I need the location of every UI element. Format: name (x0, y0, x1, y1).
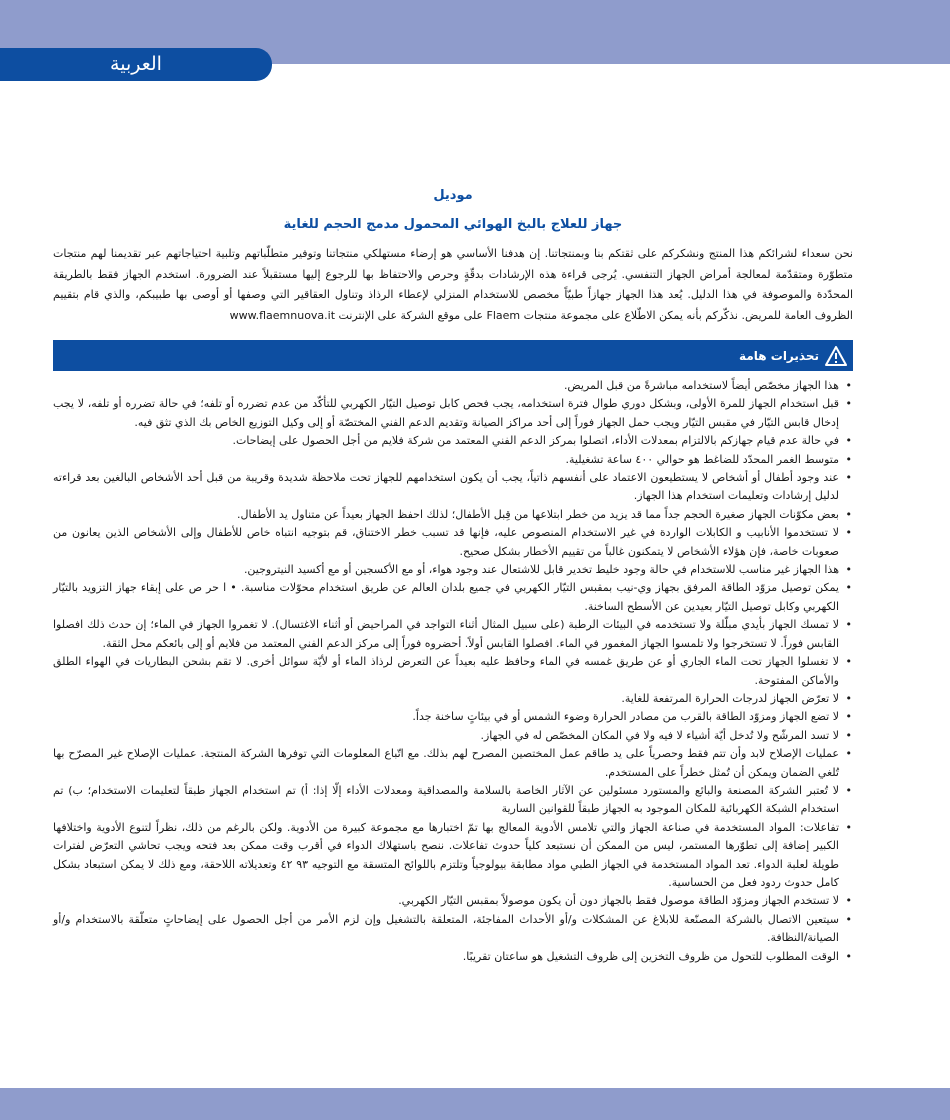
list-item: • لا تُعتبر الشركة المصنعة والبائع والمستورد مسئولين عن الآثار الخاصة بالسلامة والمصداقية ومعدلات الأداء إلّا إذا: أ) تم استخدام الجهاز طبقاً لتعليمات الاستخدام؛ ب) تم استخدام الشبكة الكهربائية للمكان الموجود به الجهاز طبقاً للقوانين السارية (53, 783, 852, 816)
list-item: • متوسط الغمر المحدّد للضاغط هو حوالي ٤٠٠ ساعة تشغيلية. (565, 452, 852, 466)
list-item: • قبل استخدام الجهاز للمرة الأولى، وبشكل دوري طوال فترة استخدامه، يجب فحص كابل توصيل التيّار الكهربي للتأكّد من عدم تضرره أو تلفه؛ في حالة تضرره أو تلفه، لا يجب إدخال قابس التيّار في مقبس التيّار ويجب حمل الجهاز فوراً إلى أحد مراكز الصيانة وتقديم الدعم الفني المختصّة أو إلى وكيل التوزيع الخاص بك الذي تثق فيه. (53, 397, 852, 429)
list-item: • لا تعرّض الجهاز لدرجات الحرارة المرتفعة للغاية. (621, 691, 852, 705)
list-item: • لا تغسلوا الجهاز تحت الماء الجاري أو عن طريق غمسه في الماء وحافظ عليه بعيداً عن التعرض لرذاذ الماء أو لأيّة سوائل أخرى. لا تقم بشحن البطاريات في الهواء الطلق والأماكن المفتوحة. (53, 655, 852, 687)
list-item: • لا تمسك الجهاز بأيدي مبلّلة ولا تستخدمه في البيئات الرطبة (على سبيل المثال أثناء التواجد في المراحيض أو أثناء الاغتسال). لا تغمروا الجهاز في الماء؛ إن حدث ذلك افصلوا القابس فوراً. لا تستخرجوا ولا تلمسوا الجهاز المغمور في الماء. افصلوا القابس أولاً. أحضروه فوراً إلى مركز الدعم الفني المعتمد من فلايم أو إلى بائعكم محل الثقة. (53, 618, 852, 650)
list-item: • يمكن توصيل مزوّد الطاقة المرفق بجهاز وي-نيب بمقبس التيّار الكهربي في جميع بلدان العالم عن طريق استخدام محوّلات مناسبة. • ا حر ص على إبقاء جهاز التزويد بالتيّار الكهربي وكابل توصيل التيّار بعيدين عن الأسطح الساخنة. (53, 581, 852, 613)
list-item: • سيتعين الاتصال بالشركة المصنّعة للابلاغ عن المشكلات و/أو الأحداث المفاجئة، المتعلقة بالتشغيل وإن لزم الأمر من أجل الحصول على إيضاحاتٍ متعلّقة بالاستخدام و/أو الصيانة/النظافة. (53, 912, 852, 945)
list-item: • في حالة عدم قيام جهازكم بالالتزام بمعدلات الأداء، اتصلوا بمركز الدعم الفني المعتمد من شركة فلايم من أجل الحصول على إيضاحات. (232, 434, 852, 448)
document-body (53, 188, 853, 966)
intro-paragraph: نحن سعداء لشرائكم هذا المنتج ونشكركم على ثقتكم بنا وبمنتجاتنا. إن هدفنا الأساسي هو إرضاء مستهلكي منتجاتنا وتوفير متطلّباتهم وتلبية احتياجاتهم عبر تقديمنا لهم منتجات متطوّرة ومتقدّمة لمعالجة أمراض الجهاز التنفسي. يُرجى قراءة هذه الإرشادات بدقّةٍ وحرص والاحتفاظ بها للرجوع إليها مستقبلاً عند الضرورة. استخدم الجهاز فقط بالطريقة المحدّدة والموصوفة في هذا الدليل. يُعد هذا الجهاز جهازاً طبيّاً مخصص للاستخدام المنزلي لإعطاء الرذاذ وتناول العقاقير التي وصفها أو أوصى بها طبيبكم، والذي قام بتقييم الظروف العامة للمريض. نذكّركم بأنه يمكن الاطّلاع على مجموعة منتجات Flaem على موقع الشركة على الإنترنت www.flaemnuova.it (53, 247, 853, 322)
list-item: • لا تسد المرشّح ولا تُدخل أيّة أشياء لا فيه ولا في المكان المخصّص له في الجهاز. (480, 728, 852, 742)
list-item: • عند وجود أطفال أو أشخاص لا يستطيعون الاعتماد على أنفسهم ذاتياً، يجب أن يكون استخدامهم للجهاز تحت ملاحظة شديدة وقريبة من قبل أحد الأشخاص البالغين بعد قراءته لدليل إرشادات وتعليمات استخدام هذا الجهاز. (53, 471, 852, 503)
list-item: • بعض مكوّنات الجهاز صغيرة الحجم جداً مما قد يزيد من خطر ابتلاعها من قِبل الأطفال؛ لذلك احفظ الجهاز بعيداً عن متناول يد الأطفال. (236, 507, 852, 521)
warnings-heading: تحذيرات هامة (739, 348, 819, 363)
list-item: • هذا الجهاز غير مناسب للاستخدام في حالة وجود خليط تخدير قابل للاشتعال عند وجود هواء، أو مع الأكسجين أو مع أكسيد النيتروجين. (243, 563, 852, 577)
language-tab: العربية (0, 48, 272, 81)
document-title: جهاز للعلاج بالبخ الهوائي المحمول مدمج الحجم للغاية (283, 217, 623, 232)
list-item: • لا تستخدم الجهاز ومزوّد الطاقة موصول فقط بالجهاز دون أن يكون موصولاً بمقبس التيّار الكهربي. (398, 894, 852, 908)
list-item: • تفاعلات: المواد المستخدمة في صناعة الجهاز والتي تلامس الأدوية المعالج بها تمّ اختبارها مع مجموعة كبيرة من الأدوية. ولكن بالرغم من ذلك، نظراً لتنوع الأدوية واختلافها الكبير إضافة إلى تطوّرها المستمر، ليس من الممكن أن نستبعد كلياً حدوث تفاعلات. ننصح باستهلاك الدواء في أقرب وقت ممكن بعد فتحه ويجب تحاشي التعرّض لفترات طويلة لعلبة الدواء. تعد المواد المستخدمة في الجهاز الطبي مواد مطابقة بيولوجياً وتلتزم باللوائح المتسقة مع التوجيه ٩٣ ٤٢ وتعديلاته اللاحقة، ومع ذلك لا يمكن استبعاد بشكل كامل حدوث ردود فعل من الحساسية. (53, 820, 852, 889)
list-item: • لا تستخدموا الأنابيب و الكابلات الواردة في غير الاستخدام المنصوص عليه، فإنها قد تسبب خطر الاختناق، قم بتوجيه انتباه خاص للأطفال وإلى الأشخاص الذين يعانون من صعوبات خاصة، فإن هؤلاء الأشخاص لا يتمكنون غالباً من تقييم الأخطار بشكل صحيح. (53, 526, 852, 558)
warnings-list (53, 377, 853, 966)
model-heading: موديل (433, 188, 473, 203)
bottom-color-band (0, 1088, 950, 1120)
list-item: • عمليات الإصلاح لابد وأن تتم فقط وحصرياً على يد طاقم عمل المختصين المصرح لهم بذلك. مع اتّباع المعلومات التي توفرها الشركة المنتجة. عمليات الإصلاح غير المصرّح بها تُلغي الضمان ويمكن أن تُمثل خطراً على المستخدم. (53, 747, 852, 779)
warnings-header (53, 340, 853, 371)
warning-triangle-icon (825, 346, 847, 366)
list-item: • الوقت المطلوب للتحول من ظروف التخزين إلى ظروف التشغيل هو ساعتان تقريبًا. (462, 949, 852, 963)
list-item: • هذا الجهاز مخصّص أيضاً لاستخدامه مباشرةً من قبل المريض. (563, 379, 852, 392)
list-item: • لا تضع الجهاز ومزوّد الطاقة بالقرب من مصادر الحرارة وضوء الشمس أو في بيئاتٍ ساخنة جداً. (412, 710, 852, 724)
